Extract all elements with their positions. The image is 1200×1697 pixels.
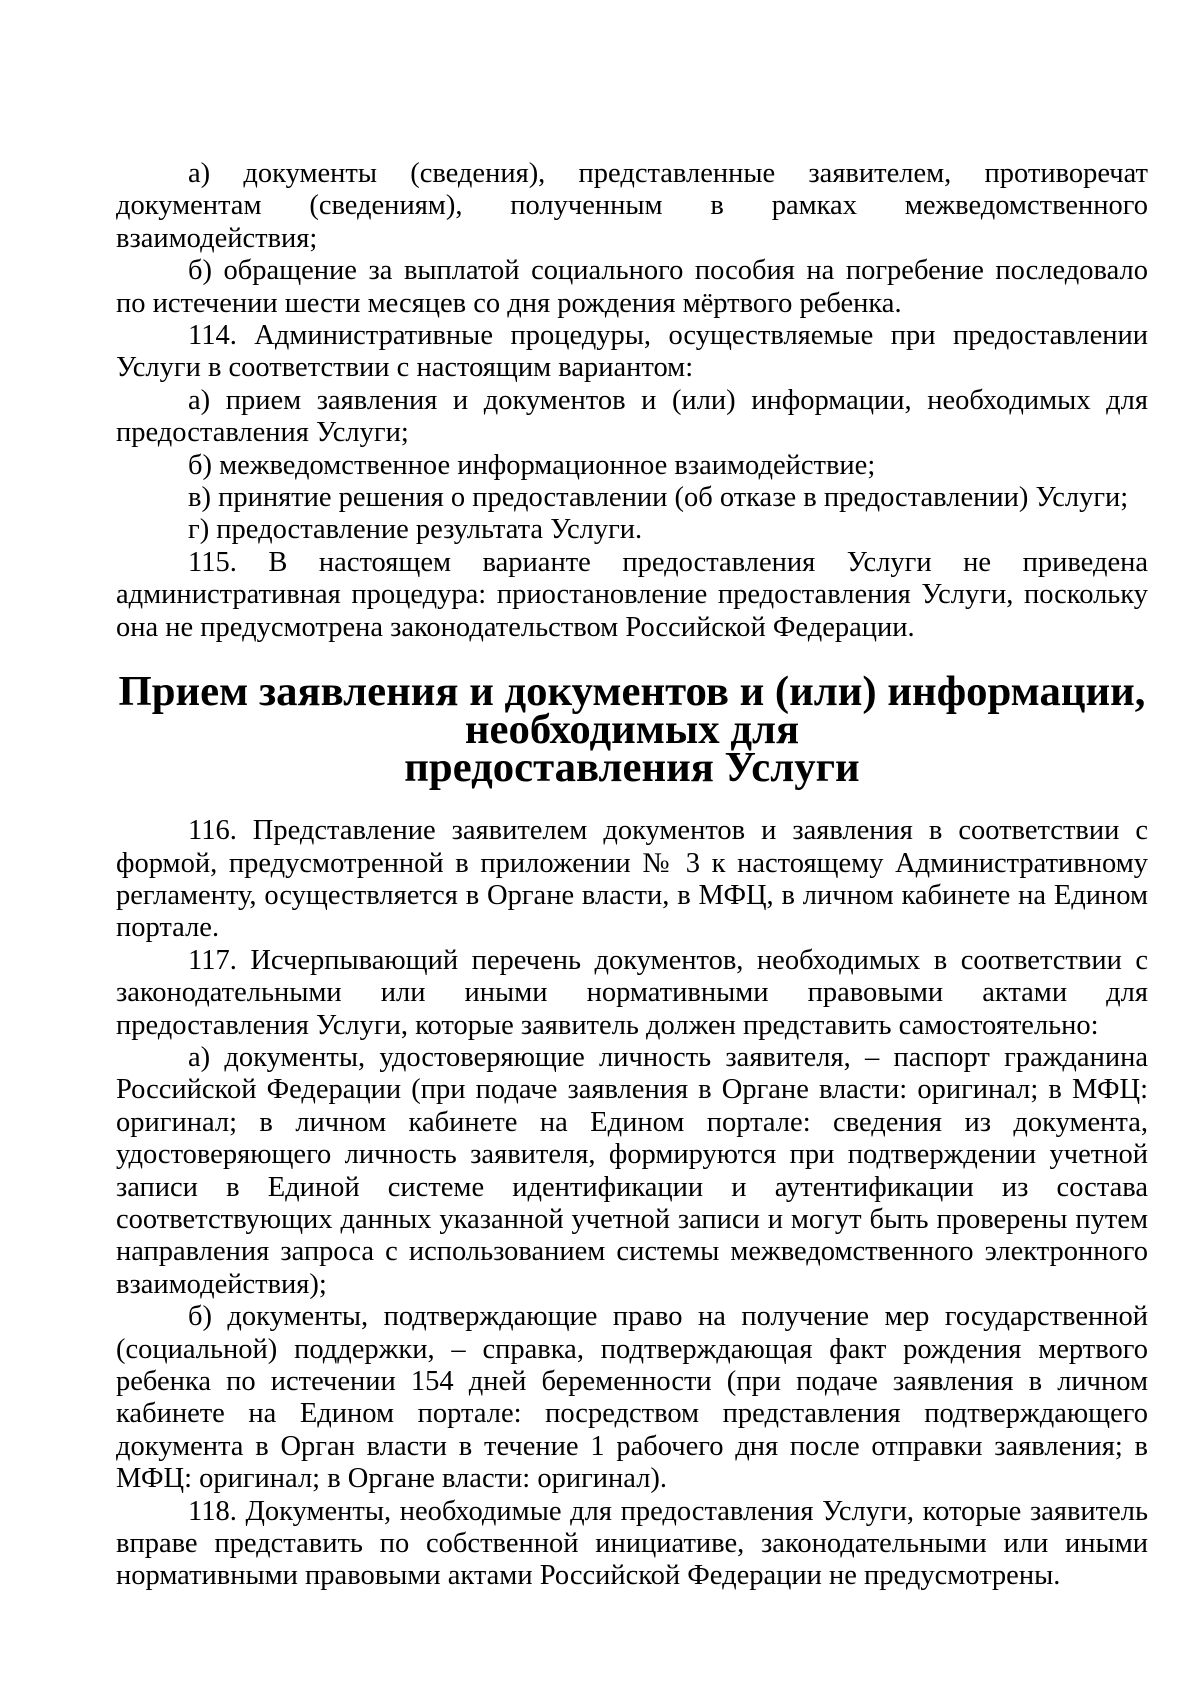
paragraph-114-a: а) прием заявления и документов и (или) информации, необходимых для предоставления Услуги; bbox=[116, 384, 1148, 449]
paragraph-114: 114. Административные процедуры, осуществляемые при предоставлении Услуги в соответствии с настоящим вариантом: bbox=[116, 320, 1148, 384]
paragraph-117: 117. Исчерпывающий перечень документов, необходимых в соответствии с законодательными или иными нормативными правовыми актами для предоставления Услуги, которые заявитель должен представить самостоятельно: bbox=[116, 944, 1148, 1041]
paragraph-item-b-deadline: б) обращение за выплатой социального пособия на погребение последовало по истечении шести месяцев со дня рождения мёртвого ребенка. bbox=[116, 255, 1148, 319]
section-heading-line-2: предоставления Услуги bbox=[404, 744, 860, 792]
section-heading bbox=[116, 668, 1148, 792]
section-heading-line-1: Прием заявления и документов и (или) информации, необходимых для bbox=[118, 668, 1146, 754]
paragraph-116: 116. Представление заявителем документов и заявления в соответствии с формой, предусмотренной в приложении № 3 к настоящему Административному регламенту, осуществляется в Органе власти, в МФЦ, в личном кабинете на Едином портале. bbox=[116, 815, 1148, 944]
paragraph-114-b: б) межведомственное информационное взаимодействие; bbox=[188, 449, 876, 481]
paragraph-118: 118. Документы, необходимые для предоставления Услуги, которые заявитель вправе представить по собственной инициативе, законодательными или иными нормативными правовыми актами Российской Федерации не предусмотрены. bbox=[116, 1495, 1148, 1592]
paragraph-115: 115. В настоящем варианте предоставления Услуги не приведена административная процедура: приостановление предоставления Услуги, поскольку она не предусмотрена законодательством Российской Федерации. bbox=[116, 546, 1148, 643]
paragraph-item-a-contradiction: а) документы (сведения), представленные заявителем, противоречат документам (сведениям), полученным в рамках межведомственного взаимодействия; bbox=[116, 158, 1148, 254]
paragraph-117-a: а) документы, удостоверяющие личность заявителя, – паспорт гражданина Российской Федерации (при подаче заявления в Органе власти: оригинал; в МФЦ: оригинал; в личном кабинете на Едином портале: сведения из документа, удостоверяющего личность заявителя, формируются при подтверждении учетной записи в Единой системе идентификации и аутентификации из состава соответствующих данных указанной учетной записи и могут быть проверены путем направления запроса с использованием системы межведомственного электронного взаимодействия); bbox=[116, 1041, 1148, 1300]
paragraph-117-b: б) документы, подтверждающие право на получение мер государственной (социальной) поддержки, – справка, подтверждающая факт рождения мертвого ребенка по истечении 154 дней беременности (при подаче заявления в личном кабинете на Едином портале: посредством представления подтверждающего документа в Орган власти в течение 1 рабочего дня после отправки заявления; в МФЦ: оригинал; в Органе власти: оригинал). bbox=[116, 1301, 1148, 1495]
document-page bbox=[116, 158, 1148, 1593]
paragraph-114-c: в) принятие решения о предоставлении (об отказе в предоставлении) Услуги; bbox=[188, 482, 1129, 514]
paragraph-114-d: г) предоставление результата Услуги. bbox=[188, 514, 643, 546]
